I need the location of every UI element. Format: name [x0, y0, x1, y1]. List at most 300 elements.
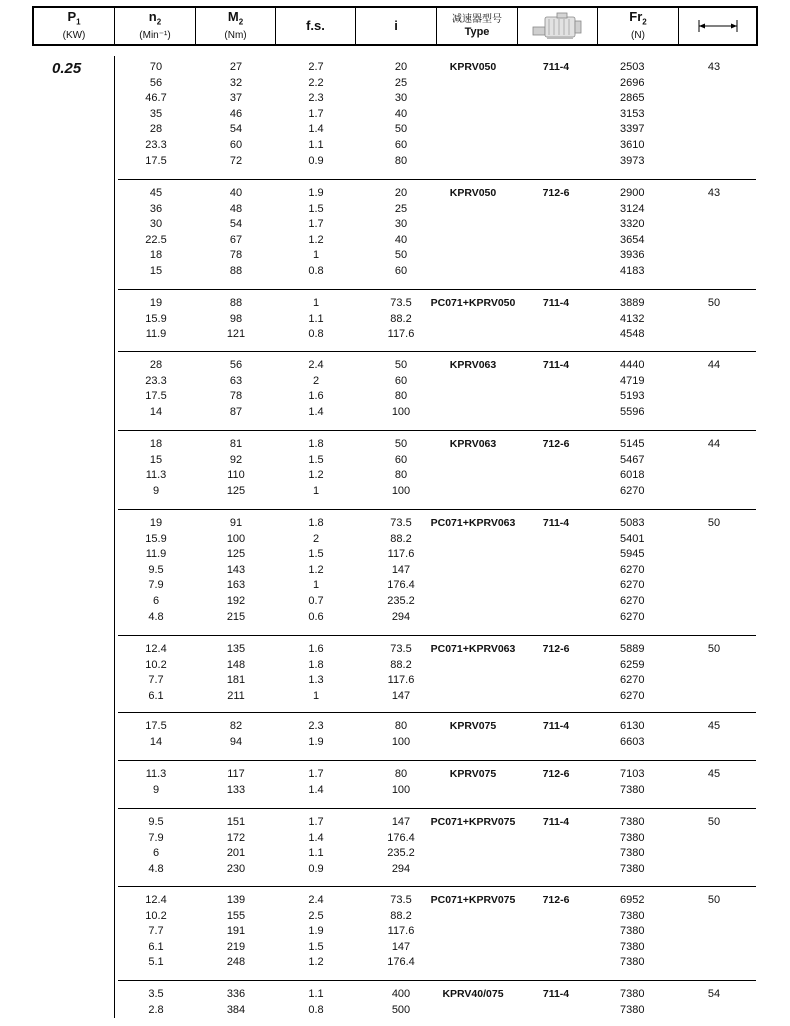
fs-column: [278, 893, 354, 971]
fr2-cell: 5193: [620, 390, 645, 403]
fr2-column: [620, 719, 700, 750]
fs-cell: 1.5: [308, 548, 324, 561]
n2-cell: 11.3: [145, 469, 167, 482]
i-cell: 117.6: [387, 674, 415, 687]
m2-cell: 67: [229, 233, 243, 246]
fs-cell: 1.8: [308, 517, 324, 529]
m2-cell: 181: [226, 674, 246, 687]
m2-cell: 117: [227, 768, 245, 780]
fr2-cell: 6270: [620, 674, 645, 687]
i-cell: 88.2: [390, 312, 412, 325]
m2-cell: 37: [229, 92, 243, 105]
fs-column: [278, 516, 354, 625]
fs-cell: 1.2: [308, 956, 324, 969]
fs-cell: 1.5: [308, 453, 324, 466]
fr2-cell: 2865: [620, 92, 645, 105]
dimension-cell: 44: [707, 359, 721, 371]
fs-cell: 0.8: [308, 264, 324, 277]
data-group: [118, 980, 756, 1018]
fs-cell: 1.7: [308, 218, 324, 231]
fr2-cell: 3936: [620, 249, 645, 262]
dimension-cell: 50: [707, 297, 721, 309]
fs-cell: 0.8: [308, 328, 324, 341]
type-cell: KPRV063: [449, 438, 497, 450]
fr2-cell: 7380: [620, 988, 645, 1000]
fr2-cell: 2696: [620, 76, 645, 89]
header-fr2: $Fr_2$ (N): [629, 9, 647, 41]
n2-cell: 19: [149, 517, 163, 529]
header-type: 减速器型号 Type: [452, 13, 502, 38]
n2-cell: 19: [149, 297, 163, 309]
m2-cell: 248: [226, 956, 246, 969]
i-cell: 88.2: [390, 658, 412, 671]
m2-cell: 155: [226, 909, 246, 922]
m2-cell: 82: [229, 720, 243, 732]
fs-column: [278, 437, 354, 499]
i-cell: 60: [394, 138, 408, 151]
m2-cell: 88: [229, 264, 243, 277]
fs-cell: 1.1: [308, 988, 324, 1000]
i-cell: 50: [394, 123, 408, 136]
n2-cell: 10.2: [145, 658, 167, 671]
n2-cell: 9: [152, 484, 160, 497]
i-cell: 80: [394, 768, 408, 780]
fs-column: [278, 987, 354, 1018]
i-cell: 60: [394, 374, 408, 387]
fr2-cell: 7380: [620, 831, 645, 844]
table-header: [32, 6, 758, 46]
fr2-cell: 2900: [620, 187, 645, 199]
motor-cell: 711-4: [542, 517, 570, 529]
fr2-cell: 7380: [620, 862, 645, 875]
fs-column: [278, 815, 354, 877]
i-cell: 500: [391, 1003, 411, 1016]
n2-column: [118, 815, 194, 877]
m2-cell: 201: [226, 847, 246, 860]
n2-cell: 7.9: [148, 579, 164, 592]
dimension-arrow-icon: [696, 19, 740, 33]
n2-cell: 10.2: [145, 909, 167, 922]
i-cell: 176.4: [387, 579, 415, 592]
fs-cell: 2: [312, 532, 320, 545]
data-group: [118, 808, 756, 877]
fs-cell: 0.9: [308, 154, 324, 167]
m2-column: [198, 719, 274, 750]
n2-column: [118, 893, 194, 971]
fs-column: [278, 767, 354, 798]
i-cell: 73.5: [390, 894, 412, 906]
fr2-column: [620, 358, 700, 420]
fs-cell: 1: [312, 297, 320, 309]
m2-cell: 98: [229, 312, 243, 325]
fr2-column: [620, 893, 700, 971]
dimension-cell: 54: [707, 988, 721, 1000]
n2-cell: 46.7: [145, 92, 167, 105]
fr2-cell: 7380: [620, 925, 645, 938]
fr2-cell: 3124: [620, 202, 645, 215]
m2-cell: 88: [229, 297, 243, 309]
i-cell: 60: [394, 264, 408, 277]
i-cell: 100: [391, 783, 411, 796]
m2-cell: 336: [226, 988, 246, 1000]
m2-cell: 63: [229, 374, 243, 387]
m2-cell: 92: [229, 453, 243, 466]
n2-cell: 17.5: [145, 390, 167, 403]
m2-cell: 191: [226, 925, 246, 938]
fs-cell: 1.9: [308, 925, 324, 938]
m2-cell: 192: [226, 594, 246, 607]
m2-cell: 139: [226, 894, 246, 906]
fr2-cell: 5467: [620, 453, 645, 466]
n2-cell: 14: [149, 405, 163, 418]
column-divider: [114, 56, 115, 1018]
n2-cell: 18: [149, 438, 163, 450]
n2-column: [118, 186, 194, 280]
i-cell: 30: [394, 92, 408, 105]
fs-cell: 0.7: [308, 594, 324, 607]
i-cell: 73.5: [390, 297, 412, 309]
fs-cell: 1.5: [308, 940, 324, 953]
motor-cell: 711-4: [542, 720, 570, 732]
i-cell: 117.6: [387, 328, 415, 341]
m2-cell: 81: [229, 438, 243, 450]
fs-cell: 2.4: [308, 359, 324, 371]
motor-cell: 711-4: [542, 61, 570, 73]
i-column: [360, 516, 442, 625]
n2-cell: 15: [149, 453, 163, 466]
m2-cell: 60: [229, 138, 243, 151]
fs-column: [278, 719, 354, 750]
motor-cell: 712-6: [542, 768, 570, 780]
type-cell: KPRV075: [449, 720, 497, 732]
fr2-cell: 3654: [620, 233, 645, 246]
type-cell: KPRV050: [449, 187, 497, 199]
m2-cell: 91: [229, 517, 243, 529]
fs-column: [278, 186, 354, 280]
n2-cell: 11.9: [145, 548, 167, 561]
fr2-cell: 4183: [620, 264, 645, 277]
m2-column: [198, 642, 274, 704]
m2-cell: 48: [229, 202, 243, 215]
fs-column: [278, 358, 354, 420]
i-column: [360, 60, 442, 169]
fr2-cell: 7380: [620, 1003, 645, 1016]
motor-cell: 711-4: [542, 816, 570, 828]
fs-cell: 1.7: [308, 107, 324, 120]
fs-cell: 1.8: [308, 438, 324, 450]
fr2-cell: 2503: [620, 61, 645, 73]
fs-column: [278, 642, 354, 704]
n2-cell: 28: [149, 359, 163, 371]
m2-cell: 143: [226, 563, 246, 576]
dimension-cell: 50: [707, 517, 721, 529]
fr2-cell: 6270: [620, 579, 645, 592]
type-cell: PC071+KPRV063: [430, 517, 516, 529]
n2-cell: 12.4: [145, 894, 167, 906]
header-p1: $P_1$ (KW): [62, 9, 86, 41]
fr2-cell: 5401: [620, 532, 645, 545]
m2-cell: 56: [229, 359, 243, 371]
data-group: [118, 430, 756, 499]
n2-column: [118, 719, 194, 750]
n2-cell: 6: [152, 847, 160, 860]
i-cell: 294: [391, 862, 411, 875]
m2-column: [198, 893, 274, 971]
n2-cell: 45: [149, 187, 163, 199]
m2-cell: 384: [226, 1003, 246, 1016]
n2-cell: 30: [149, 218, 163, 231]
fr2-column: [620, 767, 700, 798]
m2-cell: 151: [226, 816, 246, 828]
i-cell: 50: [394, 438, 408, 450]
m2-cell: 100: [226, 532, 246, 545]
m2-cell: 40: [229, 187, 243, 199]
fr2-cell: 3320: [620, 218, 645, 231]
n2-cell: 2.8: [148, 1003, 164, 1016]
n2-cell: 18: [149, 249, 163, 262]
fs-column: [278, 60, 354, 169]
fr2-cell: 7380: [620, 847, 645, 860]
m2-column: [198, 767, 274, 798]
m2-cell: 46: [229, 107, 243, 120]
m2-cell: 172: [226, 831, 246, 844]
n2-cell: 9.5: [148, 563, 164, 576]
n2-cell: 3.5: [148, 988, 164, 1000]
fr2-cell: 7380: [620, 816, 645, 828]
fr2-cell: 3889: [620, 297, 645, 309]
fs-cell: 1: [312, 484, 320, 497]
motor-cell: 711-4: [542, 359, 570, 371]
fr2-cell: 5145: [620, 438, 645, 450]
dimension-cell: 45: [707, 768, 721, 780]
m2-cell: 125: [226, 484, 246, 497]
n2-column: [118, 987, 194, 1018]
fs-cell: 1.1: [308, 312, 324, 325]
n2-cell: 9: [152, 783, 160, 796]
header-motor: [518, 8, 597, 44]
fr2-cell: 5945: [620, 548, 645, 561]
i-cell: 50: [394, 249, 408, 262]
m2-cell: 135: [226, 643, 246, 655]
m2-cell: 215: [226, 610, 246, 623]
i-cell: 80: [394, 390, 408, 403]
header-i: i: [394, 18, 398, 33]
n2-column: [118, 642, 194, 704]
fr2-cell: 6018: [620, 469, 645, 482]
data-group: [118, 712, 756, 750]
m2-column: [198, 987, 274, 1018]
m2-column: [198, 437, 274, 499]
dimension-cell: 44: [707, 438, 721, 450]
i-cell: 100: [391, 735, 411, 748]
motor-cell: 711-4: [542, 988, 570, 1000]
fr2-column: [620, 815, 700, 877]
fr2-column: [620, 987, 700, 1018]
m2-column: [198, 186, 274, 280]
fs-cell: 1: [312, 579, 320, 592]
power-value: 0.25: [52, 60, 82, 77]
fr2-cell: 6270: [620, 610, 645, 623]
fr2-cell: 6270: [620, 689, 645, 702]
i-cell: 117.6: [387, 925, 415, 938]
n2-cell: 6: [152, 594, 160, 607]
n2-cell: 7.7: [148, 674, 164, 687]
motor-icon: [531, 11, 585, 41]
fs-cell: 1.4: [308, 123, 324, 136]
i-cell: 20: [394, 187, 408, 199]
i-cell: 73.5: [390, 643, 412, 655]
m2-cell: 94: [229, 735, 243, 748]
data-group: [118, 60, 756, 175]
m2-cell: 121: [226, 328, 246, 341]
fs-cell: 0.6: [308, 610, 324, 623]
fr2-cell: 3397: [620, 123, 645, 136]
i-cell: 88.2: [390, 532, 412, 545]
m2-cell: 78: [229, 390, 243, 403]
n2-cell: 56: [149, 76, 163, 89]
n2-cell: 6.1: [148, 940, 164, 953]
n2-cell: 23.3: [145, 374, 167, 387]
header-dimension: [679, 8, 756, 44]
m2-cell: 54: [229, 123, 243, 136]
m2-cell: 54: [229, 218, 243, 231]
fr2-cell: 4132: [620, 312, 645, 325]
m2-cell: 87: [229, 405, 243, 418]
n2-cell: 5.1: [148, 956, 164, 969]
n2-cell: 4.8: [148, 610, 164, 623]
fr2-cell: 7380: [620, 956, 645, 969]
n2-column: [118, 767, 194, 798]
type-cell: PC071+KPRV075: [430, 816, 516, 828]
fs-cell: 1.9: [308, 735, 324, 748]
dimension-cell: 43: [707, 187, 721, 199]
fr2-column: [620, 642, 700, 704]
dimension-cell: 50: [707, 643, 721, 655]
type-cell: PC071+KPRV050: [430, 297, 516, 309]
fs-cell: 2.2: [308, 76, 324, 89]
fs-cell: 1.4: [308, 405, 324, 418]
motor-cell: 712-6: [542, 187, 570, 199]
data-group: [118, 179, 756, 280]
fs-cell: 0.9: [308, 862, 324, 875]
n2-cell: 35: [149, 107, 163, 120]
i-cell: 294: [391, 610, 411, 623]
fs-cell: 1.2: [308, 469, 324, 482]
n2-cell: 6.1: [148, 689, 164, 702]
m2-cell: 125: [226, 548, 246, 561]
fr2-cell: 6603: [620, 735, 645, 748]
i-cell: 80: [394, 720, 408, 732]
fr2-cell: 6270: [620, 594, 645, 607]
type-cell: PC071+KPRV063: [430, 643, 516, 655]
i-cell: 80: [394, 469, 408, 482]
i-cell: 147: [391, 563, 411, 576]
m2-cell: 78: [229, 249, 243, 262]
fs-cell: 2.5: [308, 909, 324, 922]
m2-cell: 148: [226, 658, 246, 671]
n2-column: [118, 437, 194, 499]
n2-cell: 4.8: [148, 862, 164, 875]
i-cell: 400: [391, 988, 411, 1000]
i-cell: 30: [394, 218, 408, 231]
dimension-cell: 45: [707, 720, 721, 732]
n2-cell: 15.9: [145, 532, 167, 545]
m2-cell: 32: [229, 76, 243, 89]
fs-cell: 1.6: [308, 390, 324, 403]
i-cell: 100: [391, 484, 411, 497]
m2-column: [198, 296, 274, 343]
motor-cell: 712-6: [542, 438, 570, 450]
n2-cell: 12.4: [145, 643, 167, 655]
fs-cell: 1.1: [308, 138, 324, 151]
n2-column: [118, 296, 194, 343]
dimension-cell: 50: [707, 816, 721, 828]
fs-cell: 1: [312, 689, 320, 702]
fr2-cell: 7380: [620, 909, 645, 922]
fs-cell: 1.5: [308, 202, 324, 215]
data-group: [118, 635, 756, 704]
m2-column: [198, 358, 274, 420]
m2-cell: 230: [226, 862, 246, 875]
i-cell: 40: [394, 107, 408, 120]
m2-cell: 219: [226, 940, 246, 953]
i-cell: 235.2: [387, 847, 415, 860]
fr2-cell: 7380: [620, 940, 645, 953]
n2-column: [118, 516, 194, 625]
i-cell: 100: [391, 405, 411, 418]
n2-cell: 7.9: [148, 831, 164, 844]
n2-cell: 15: [149, 264, 163, 277]
fr2-column: [620, 296, 700, 343]
fs-cell: 1.1: [308, 847, 324, 860]
n2-cell: 14: [149, 735, 163, 748]
fs-cell: 1.4: [308, 783, 324, 796]
fs-cell: 1.7: [308, 768, 324, 780]
m2-column: [198, 815, 274, 877]
i-cell: 25: [394, 202, 408, 215]
i-cell: 40: [394, 233, 408, 246]
m2-cell: 110: [227, 469, 245, 482]
m2-column: [198, 60, 274, 169]
fs-cell: 1: [312, 249, 320, 262]
n2-cell: 17.5: [145, 154, 167, 167]
fr2-cell: 6130: [620, 720, 645, 732]
i-cell: 50: [394, 359, 408, 371]
i-cell: 235.2: [387, 594, 415, 607]
m2-cell: 133: [226, 783, 246, 796]
i-cell: 20: [394, 61, 408, 73]
n2-cell: 17.5: [145, 720, 167, 732]
data-group: [118, 289, 756, 343]
fs-cell: 1.2: [308, 233, 324, 246]
fs-cell: 1.4: [308, 831, 324, 844]
header-m2: $M_2$ (Nm): [224, 9, 247, 41]
fs-cell: 2: [312, 374, 320, 387]
n2-cell: 23.3: [145, 138, 167, 151]
n2-cell: 7.7: [148, 925, 164, 938]
n2-cell: 11.9: [145, 328, 167, 341]
i-cell: 176.4: [387, 831, 415, 844]
dimension-cell: 43: [707, 61, 721, 73]
n2-column: [118, 358, 194, 420]
dimension-cell: 50: [707, 894, 721, 906]
type-cell: KPRV050: [449, 61, 497, 73]
fr2-cell: 4548: [620, 328, 645, 341]
header-fs: f.s.: [306, 18, 325, 33]
m2-column: [198, 516, 274, 625]
fs-cell: 1.7: [308, 816, 324, 828]
n2-cell: 36: [149, 202, 163, 215]
